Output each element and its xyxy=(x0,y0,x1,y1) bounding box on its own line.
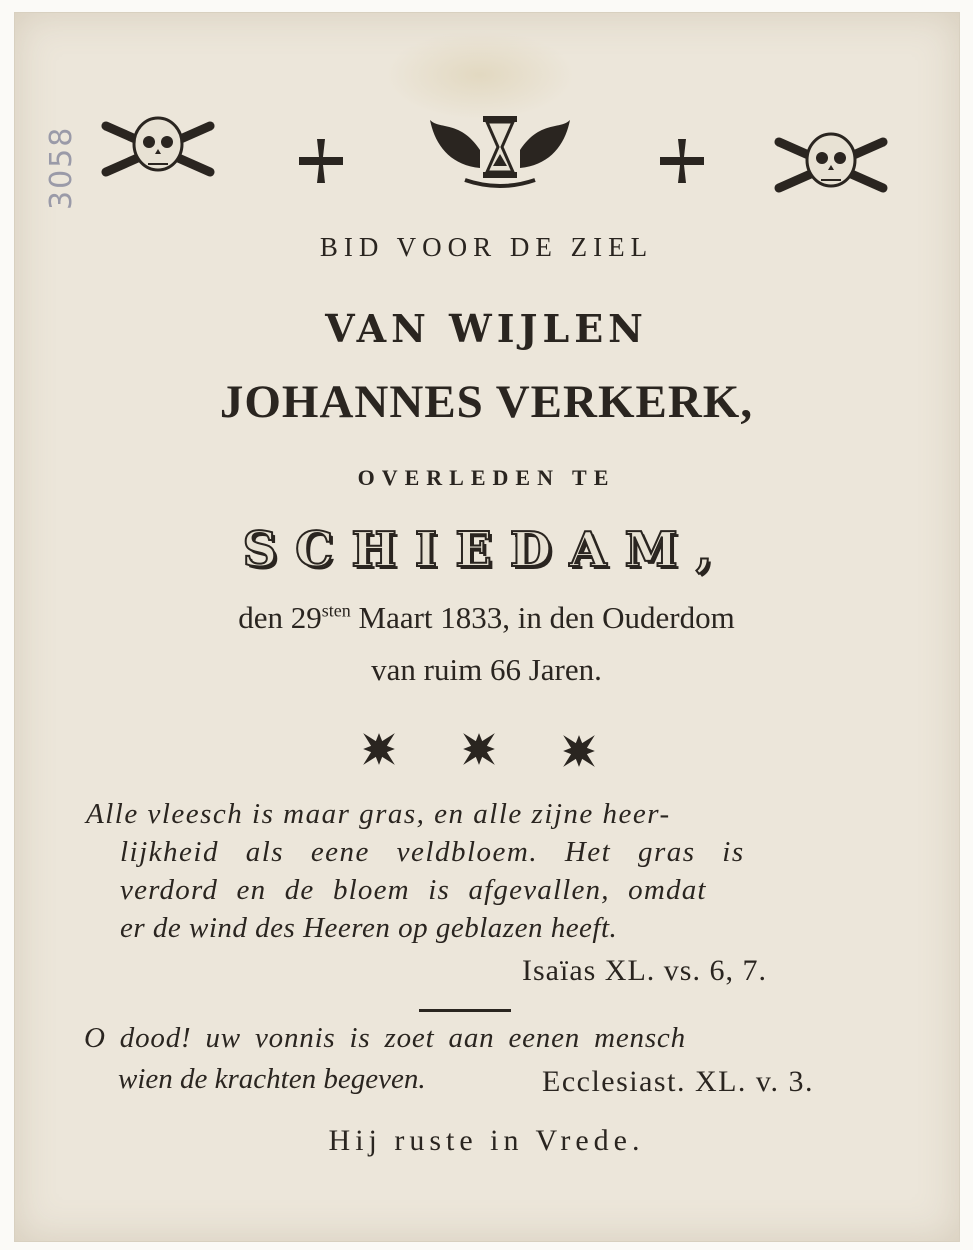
cross-pattee-icon xyxy=(360,730,398,768)
cross-pattee-icon xyxy=(560,732,598,770)
skull-crossbones-icon xyxy=(100,112,216,182)
verse-line: wien de krachten begeven. xyxy=(118,1063,426,1095)
date-suffix: Maart 1833, in den Ouderdom xyxy=(350,600,735,635)
winged-hourglass-icon xyxy=(425,110,575,190)
heading-line-2: VAN WIJLEN xyxy=(325,306,648,351)
date-of-death xyxy=(0,600,973,636)
verse-line: Alle vleesch is maar gras, en alle zijne heer- xyxy=(86,798,671,830)
verse-reference: Isaïas XL. vs. 6, 7. xyxy=(522,954,767,987)
closing-line: Hij ruste in Vrede. xyxy=(328,1124,645,1157)
verse-reference: Ecclesiast. XL. v. 3. xyxy=(542,1065,814,1098)
cross-pattee-icon xyxy=(297,137,345,185)
cross-pattee-icon xyxy=(658,137,706,185)
deceased-name: JOHANNES VERKERK, xyxy=(219,376,754,428)
place-of-death: SCHIEDAM, xyxy=(242,522,731,578)
verse-line: verdord en de bloem is afgevallen, omdat xyxy=(120,874,707,906)
verse-line: er de wind des Heeren op geblazen heeft. xyxy=(120,912,618,944)
age-at-death: van ruim 66 Jaren. xyxy=(371,652,602,687)
verse-line: O dood! uw vonnis is zoet aan eenen mensch xyxy=(84,1022,686,1054)
heading-line-4: OVERLEDEN TE xyxy=(357,465,616,490)
cross-pattee-icon xyxy=(460,730,498,768)
date-superscript: sten xyxy=(321,600,351,621)
divider-rule xyxy=(419,1009,511,1012)
skull-crossbones-icon xyxy=(773,128,889,198)
heading-line-1: BID VOOR DE ZIEL xyxy=(319,232,654,262)
date-prefix: den 29 xyxy=(238,600,322,635)
verse-line: lijkheid als eene veldbloem. Het gras is xyxy=(120,836,745,868)
paper-stain xyxy=(385,30,575,120)
inventory-number: 3058 xyxy=(44,125,79,210)
